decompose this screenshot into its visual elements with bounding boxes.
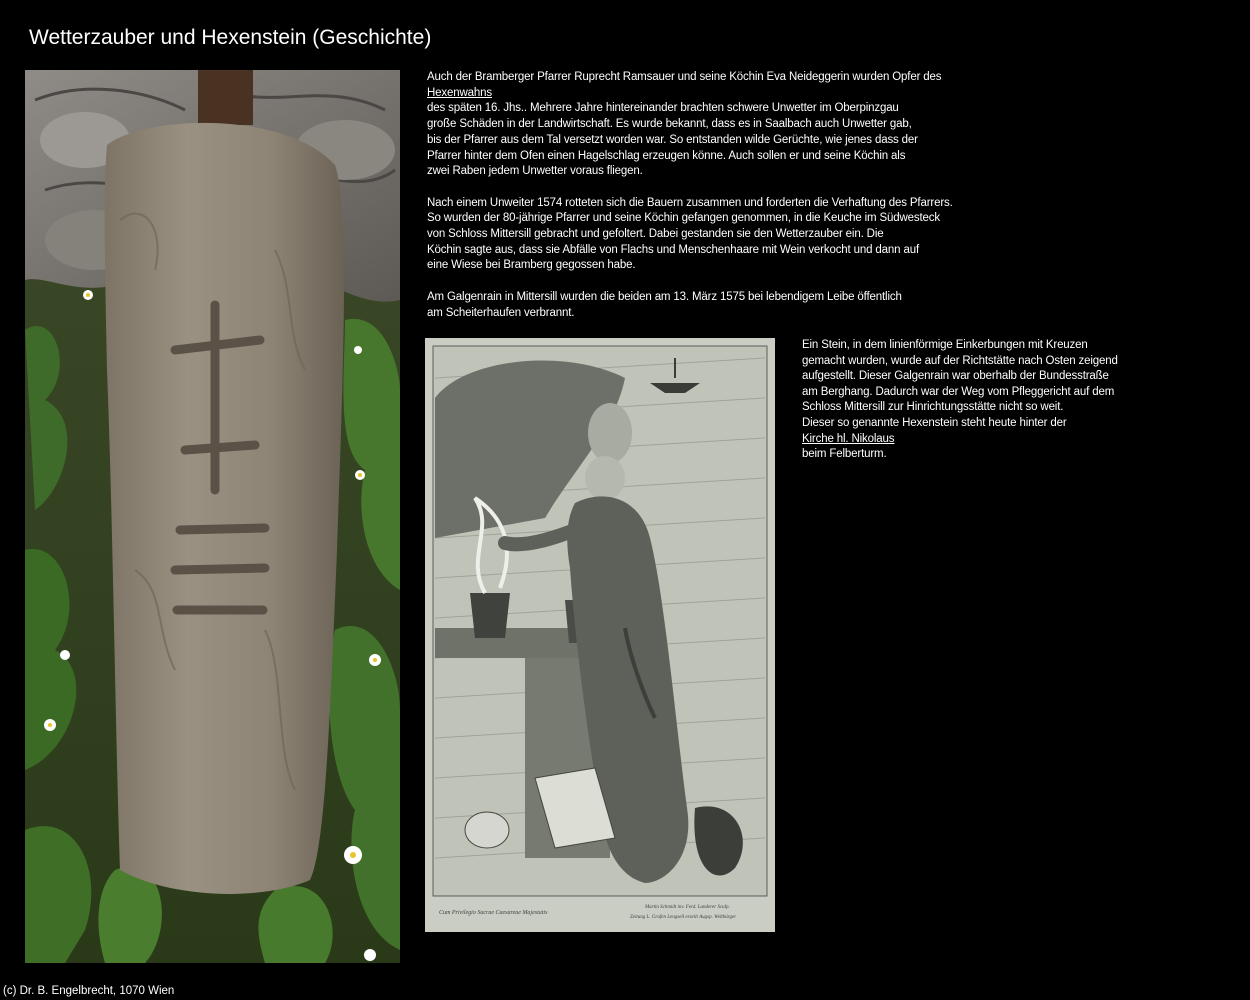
kirche-link[interactable]: Kirche hl. Nikolaus <box>802 432 895 445</box>
stone-photo-icon <box>25 70 400 963</box>
article-paragraph-3: Am Galgenrain in Mittersill wurden die beiden am 13. März 1575 bei lebendigem Leibe öffentlich am Scheiterhaufen verbrannt. <box>427 290 902 319</box>
article-text <box>427 70 1027 321</box>
side-text-after: beim Felberturm. <box>802 448 887 461</box>
hexenwahn-link[interactable]: Hexenwahns <box>427 86 492 99</box>
engraving-image[interactable] <box>425 338 775 932</box>
engraving-picture-icon <box>425 338 775 932</box>
engraving-caption-right-top: Martin Schmidt inv. Ferd. Landerer Sculp. <box>645 905 730 910</box>
side-text: Ein Stein, in dem linienförmige Einkerbungen mit Kreuzen gemacht wurden, wurde auf der Richtstätte nach Osten zeigend aufgestellt. Dieser Galgenrain war oberhalb der Bundesstraße am Berghang. Dadurch war der Weg vom Pfleggericht auf dem Schloss Mittersill zur Hinrichtungsstätte nicht so weit. Dieser so genannte Hexenstein steht heute hinter der <box>802 339 1118 429</box>
page-title: Wetterzauber und Hexenstein (Geschichte) <box>29 26 432 49</box>
article-paragraph-1-intro: Auch der Bramberger Pfarrer Ruprecht Ramsauer und seine Köchin Eva Neideggerin wurden Opfer des <box>427 71 942 83</box>
article-paragraph-1: des späten 16. Jhs.. Mehrere Jahre hintereinander brachten schwere Unwetter im Oberpinzgau große Schäden in der Landwirtschaft. Es wurde bekannt, dass es in Saalbach auch Unwetter gab, bis der Pfarrer aus dem Tal versetzt worden war. So entstanden wilde Gerüchte, wie jenes dass der Pfarrer hinter dem Ofen einen Hagelschlag erzeugen könne. Auch sollen er und seine Köchin als zwei Raben jedem Unwetter voraus fliegen. <box>427 102 918 178</box>
engraving-caption-left: Cum Privilegio Sacrae Caesareae Majestatis <box>439 910 548 916</box>
footer-copyright: (c) Dr. B. Engelbrecht, 1070 Wien <box>3 985 175 997</box>
stone-photo[interactable] <box>25 70 400 963</box>
side-description <box>802 338 1162 463</box>
engraving-caption-right-bottom: Zeitung L. Grafen Lengsell erzeilt Augsp. Weltbürger <box>630 915 737 920</box>
article-paragraph-2: Nach einem Unweiter 1574 rotteten sich die Bauern zusammen und forderten die Verhaftung des Pfarrers. So wurden der 80-jährige Pfarrer und seine Köchin gefangen genommen, in die Keuche im Südwesteck von Schloss Mittersill gebracht und gefoltert. Dabei gestanden sie den Wetterzauber ein. Die Köchin sagte aus, dass sie Abfälle von Flachs und Menschenhaare mit Wein verkocht und dann auf eine Wiese bei Bramberg gegossen habe. <box>427 196 953 272</box>
